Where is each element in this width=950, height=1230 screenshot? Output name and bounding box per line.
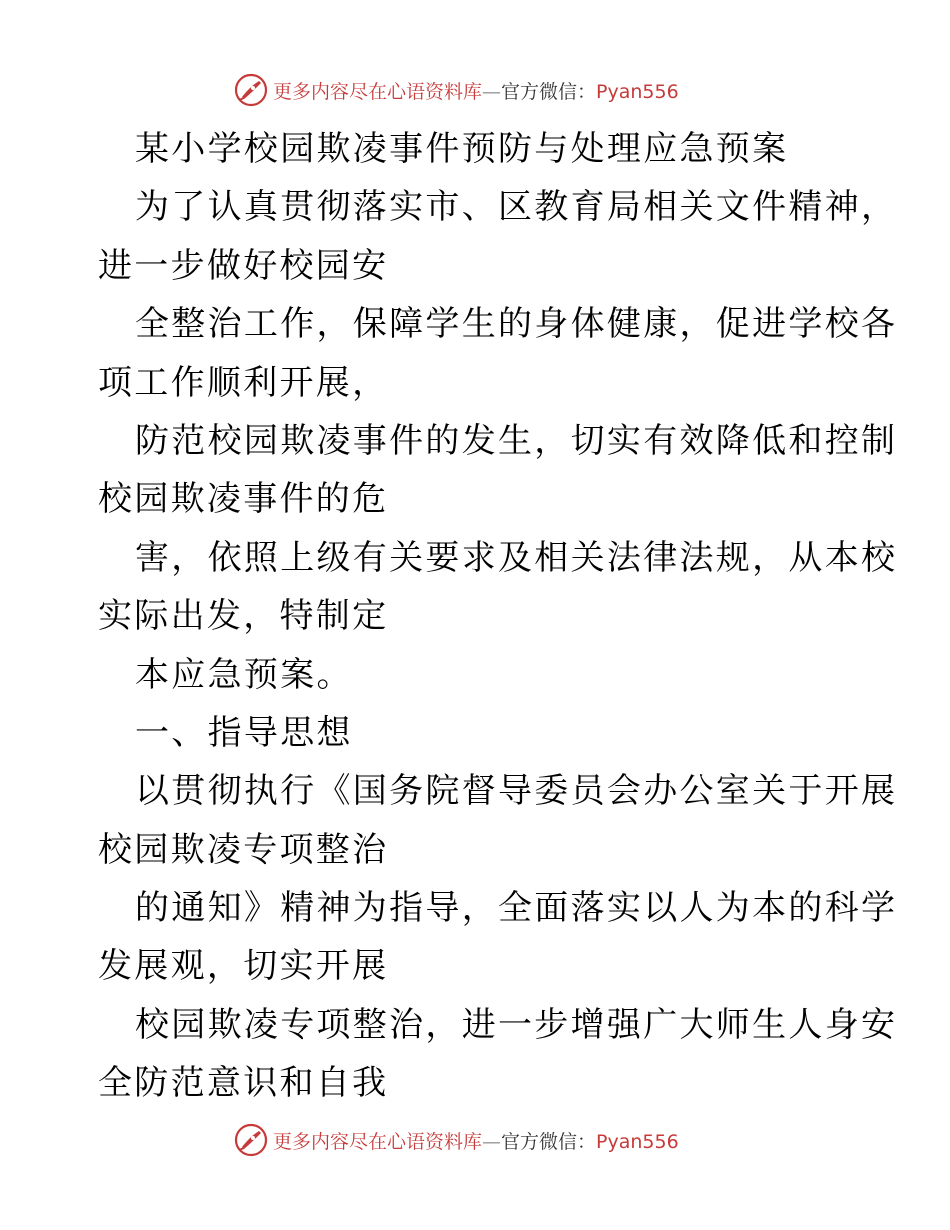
text-line: 为了认真贯彻落实市、区教育局相关文件精神， <box>135 187 898 228</box>
watermark-text <box>273 77 679 104</box>
watermark-contact-id: Pyan556 <box>596 80 679 103</box>
pen-nib-logo-icon <box>233 1122 269 1158</box>
text-line: 校园欺凌专项整治 <box>98 829 389 870</box>
document-body <box>98 120 898 1113</box>
watermark-site: 更多内容尽在心语资料库 <box>273 80 483 103</box>
header-watermark <box>233 70 753 110</box>
pen-nib-logo-icon <box>233 72 269 108</box>
text-line: 一、指导思想 <box>135 712 353 753</box>
text-line: 的通知》精神为指导，全面落实以人为本的科学 <box>135 888 898 929</box>
footer-watermark <box>233 1120 753 1160</box>
text-line: 防范校园欺凌事件的发生，切实有效降低和控制 <box>135 420 898 461</box>
watermark-contact-id: Pyan556 <box>596 1130 679 1153</box>
text-line: 实际出发，特制定 <box>98 596 389 637</box>
text-line: 某小学校园欺凌事件预防与处理应急预案 <box>135 129 789 169</box>
watermark-contact-label: 官方微信： <box>501 80 597 103</box>
text-line: 本应急预案。 <box>135 654 353 695</box>
text-line: 校园欺凌专项整治，进一步增强广大师生人身安 <box>135 1004 898 1045</box>
text-line: 以贯彻执行《国务院督导委员会办公室关于开展 <box>135 771 898 812</box>
watermark-separator: — <box>482 80 502 103</box>
watermark-site: 更多内容尽在心语资料库 <box>273 1130 483 1153</box>
watermark-text <box>273 1127 679 1154</box>
text-line: 项工作顺利开展， <box>98 362 389 403</box>
text-line: 发展观，切实开展 <box>98 946 389 987</box>
watermark-separator: — <box>482 1130 502 1153</box>
watermark-contact-label: 官方微信： <box>501 1130 597 1153</box>
text-line: 进一步做好校园安 <box>98 245 389 286</box>
text-line: 全防范意识和自我 <box>98 1063 389 1104</box>
text-line: 害，依照上级有关要求及相关法律法规，从本校 <box>135 537 898 578</box>
text-line: 全整治工作，保障学生的身体健康，促进学校各 <box>135 304 898 345</box>
text-line: 校园欺凌事件的危 <box>98 479 389 520</box>
